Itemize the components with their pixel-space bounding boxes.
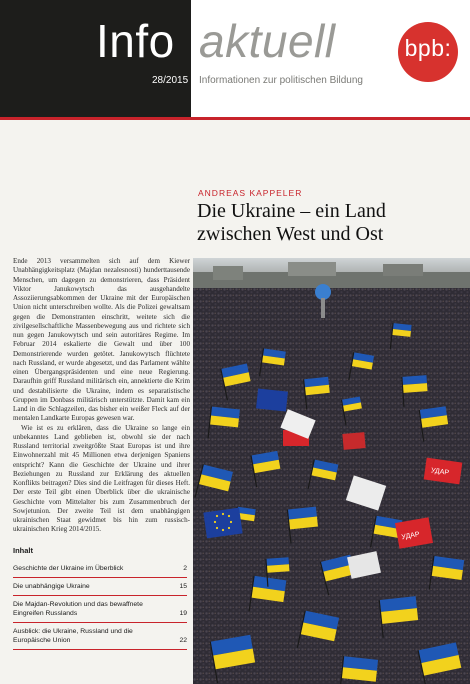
article-title-line-2: zwischen West und Ost: [197, 223, 384, 245]
table-of-contents: [13, 546, 187, 650]
masthead: [0, 0, 470, 117]
toc-item-label: Die Majdan-Revolution und das bewaffnete Eingreifen Russlands: [13, 601, 143, 617]
article-body: [13, 257, 190, 535]
bpb-logo-text: bpb:: [404, 35, 452, 61]
tagline: Informationen zur politischen Bildung: [199, 75, 363, 86]
udar-banner-text: УДАР: [430, 467, 450, 477]
magazine-title-aktuell: aktuell: [199, 15, 336, 67]
issue-number: 28/2015: [152, 75, 189, 86]
eu-flag: [203, 508, 242, 539]
toc-item[interactable]: [13, 623, 187, 650]
cover-photo-maidan-crowd: [193, 258, 470, 684]
bpb-logo: [398, 22, 458, 82]
crowd-scene-illustration: [193, 258, 470, 684]
masthead-red-rule: [0, 117, 470, 120]
monument-globe: [315, 284, 331, 300]
toc-item-page: 19: [179, 610, 187, 617]
toc-item-page: 2: [183, 565, 187, 572]
article-title: [197, 200, 467, 246]
toc-item-page: 15: [179, 583, 187, 590]
toc-item-label: Die unabhängige Ukraine: [13, 583, 90, 590]
toc-item[interactable]: [13, 596, 187, 623]
udar-banner-text: УДАР: [401, 531, 421, 542]
article-title-line-1: Die Ukraine – ein Land: [197, 200, 386, 222]
eu-flag: [256, 388, 288, 411]
toc-item-label: Geschichte der Ukraine im Überblick: [13, 565, 124, 572]
magazine-title-info: Info: [96, 15, 175, 67]
toc-item-page: 22: [179, 637, 187, 644]
toc-heading: Inhalt: [13, 546, 33, 555]
toc-item-label: Ausblick: die Ukraine, Russland und die Europäische Union: [13, 628, 133, 644]
toc-item[interactable]: [13, 560, 187, 578]
article-author: ANDREAS KAPPELER: [198, 188, 303, 198]
article-paragraph-1: Ende 2013 versammelten sich auf dem Kiewer Unabhängigkeitsplatz (Majdan nezalesnosti) hunderttausende Menschen, um dagegen zu demonstrieren, dass Präsident Viktor Janukowytsch das ausgehandelte Assoziierungsabkommen der Ukraine mit der Europäischen Union nicht unterschreiben wollte. Als die Polizei gewaltsam gegen die Demonstranten einschritt, weitete sich die zivilgesellschaftliche Massenbewegung aus und richtete sich nun gegen Janukowytsch und sein autoritäres Regime. Im Februar 2014 eskalierte die Gewalt und über 100 Demonstrierende wurden getötet. Janukowytsch flüchtete nach Russland, er wurde abgesetzt, und das Parlament wählte einen Übergangspräsidenten und eine neue Regierung. Daraufhin griff Russland militärisch ein, annektierte die Krim und destabilisierte die Ukraine, indem es separatistische Gruppen im Donbass militärisch unterstützte. Damit kam ein Land in die Schlagzeilen, das bisher ein weißer Fleck auf der mentalen Landkarte Europas gewesen war.: [13, 257, 190, 423]
article-paragraph-2: Wie ist es zu erklären, dass die Ukraine so lange ein unbekanntes Land geblieben ist, obwohl sie der nach Russland territorial zweitgrößte Staat Europas ist und ihre Einwohnerzahl mit 45 Millionen etwa derjenigen Spaniens entspricht? Kann die Geschichte der Ukraine und ihrer Beziehungen zu Russland zur Erklärung des aktuellen Konflikts beitragen? Dies sind die Leitfragen für dieses Heft. Der erste Teil gibt einen Überblick über die ukrainische Geschichte vom Mittelalter bis zum Zusammenbruch der Sowjetunion. Der zweite Teil ist dem unabhängigen ukrainischen Staat gewidmet bis hin zum russisch-ukrainischen Krieg 2014/2015.: [13, 423, 190, 534]
toc-item[interactable]: [13, 578, 187, 596]
